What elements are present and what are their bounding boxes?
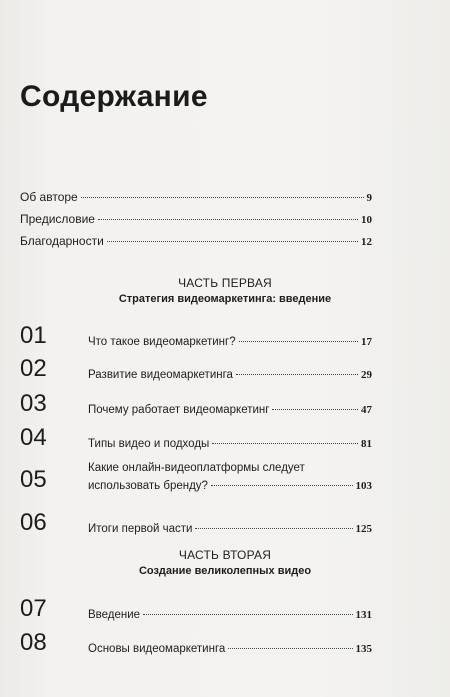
toc-entry-page: 9: [366, 192, 372, 204]
chapter-number: 05: [20, 466, 47, 493]
page-title: Содержание: [20, 80, 208, 113]
toc-entry-preface[interactable]: [20, 212, 372, 234]
chapter-page: 29: [361, 369, 372, 381]
leader-dots: [272, 409, 358, 410]
toc-entry-page: 12: [361, 236, 372, 248]
chapter-number: 08: [20, 629, 47, 656]
leader-dots: [228, 648, 352, 649]
toc-chapter-03[interactable]: [20, 392, 372, 416]
chapter-page: 135: [355, 643, 372, 655]
chapter-page: 125: [355, 523, 372, 535]
leader-dots: [107, 241, 358, 242]
toc-entry-label: Благодарности: [20, 234, 104, 248]
chapter-page: 81: [361, 438, 372, 450]
chapter-page: 47: [361, 404, 372, 416]
chapter-title: Основы видеомаркетинга: [88, 643, 226, 655]
part-two-heading: [0, 548, 450, 577]
toc-entry-label: Предисловие: [20, 212, 95, 226]
toc-chapter-07[interactable]: [20, 597, 372, 621]
toc-entry-about-author[interactable]: [20, 190, 372, 212]
toc-chapter-01[interactable]: [20, 324, 372, 348]
toc-entry-acknowledgements[interactable]: [20, 234, 372, 256]
toc-entry-label: Об авторе: [20, 190, 78, 204]
toc-entry-page: 10: [361, 214, 372, 226]
leader-dots: [239, 341, 358, 342]
toc-chapter-08[interactable]: [20, 631, 372, 655]
leader-dots: [236, 374, 358, 375]
chapter-page: 103: [355, 480, 372, 492]
chapter-title: Что такое видеомаркетинг?: [88, 336, 236, 348]
chapter-number: 07: [20, 595, 47, 622]
toc-chapter-05[interactable]: [20, 462, 372, 492]
toc-chapter-02[interactable]: [20, 357, 372, 381]
leader-dots: [98, 219, 358, 220]
toc-chapter-04[interactable]: [20, 426, 372, 450]
chapter-title: Почему работает видеомаркетинг: [88, 404, 270, 416]
chapter-title: Типы видео и подходы: [88, 438, 210, 450]
part-one-heading: [0, 276, 450, 305]
chapter-number: 02: [20, 355, 47, 382]
chapter-number: 01: [20, 322, 47, 349]
chapter-page: 17: [361, 336, 372, 348]
chapter-title-line1: Какие онлайн-видеоплатформы следует: [88, 462, 305, 474]
part-subtitle: Создание великолепных видео: [138, 565, 312, 577]
chapter-title: Развитие видеомаркетинга: [88, 369, 233, 381]
chapter-title: Введение: [88, 609, 141, 621]
leader-dots: [143, 614, 352, 615]
chapter-page: 131: [355, 609, 372, 621]
leader-dots: [81, 197, 364, 198]
leader-dots: [212, 443, 358, 444]
chapter-title: использовать бренду?: [88, 480, 208, 492]
part-subtitle: Стратегия видеомаркетинга: введение: [118, 293, 332, 305]
toc-chapter-06[interactable]: [20, 511, 372, 535]
chapter-number: 03: [20, 390, 47, 417]
chapter-title: Итоги первой части: [88, 523, 193, 535]
part-label: ЧАСТЬ ПЕРВАЯ: [178, 276, 272, 290]
chapter-number: 06: [20, 509, 47, 536]
part-label: ЧАСТЬ ВТОРАЯ: [178, 548, 272, 562]
leader-dots: [195, 528, 352, 529]
leader-dots: [211, 485, 353, 486]
chapter-number: 04: [20, 424, 47, 451]
front-matter-list: [20, 190, 372, 256]
